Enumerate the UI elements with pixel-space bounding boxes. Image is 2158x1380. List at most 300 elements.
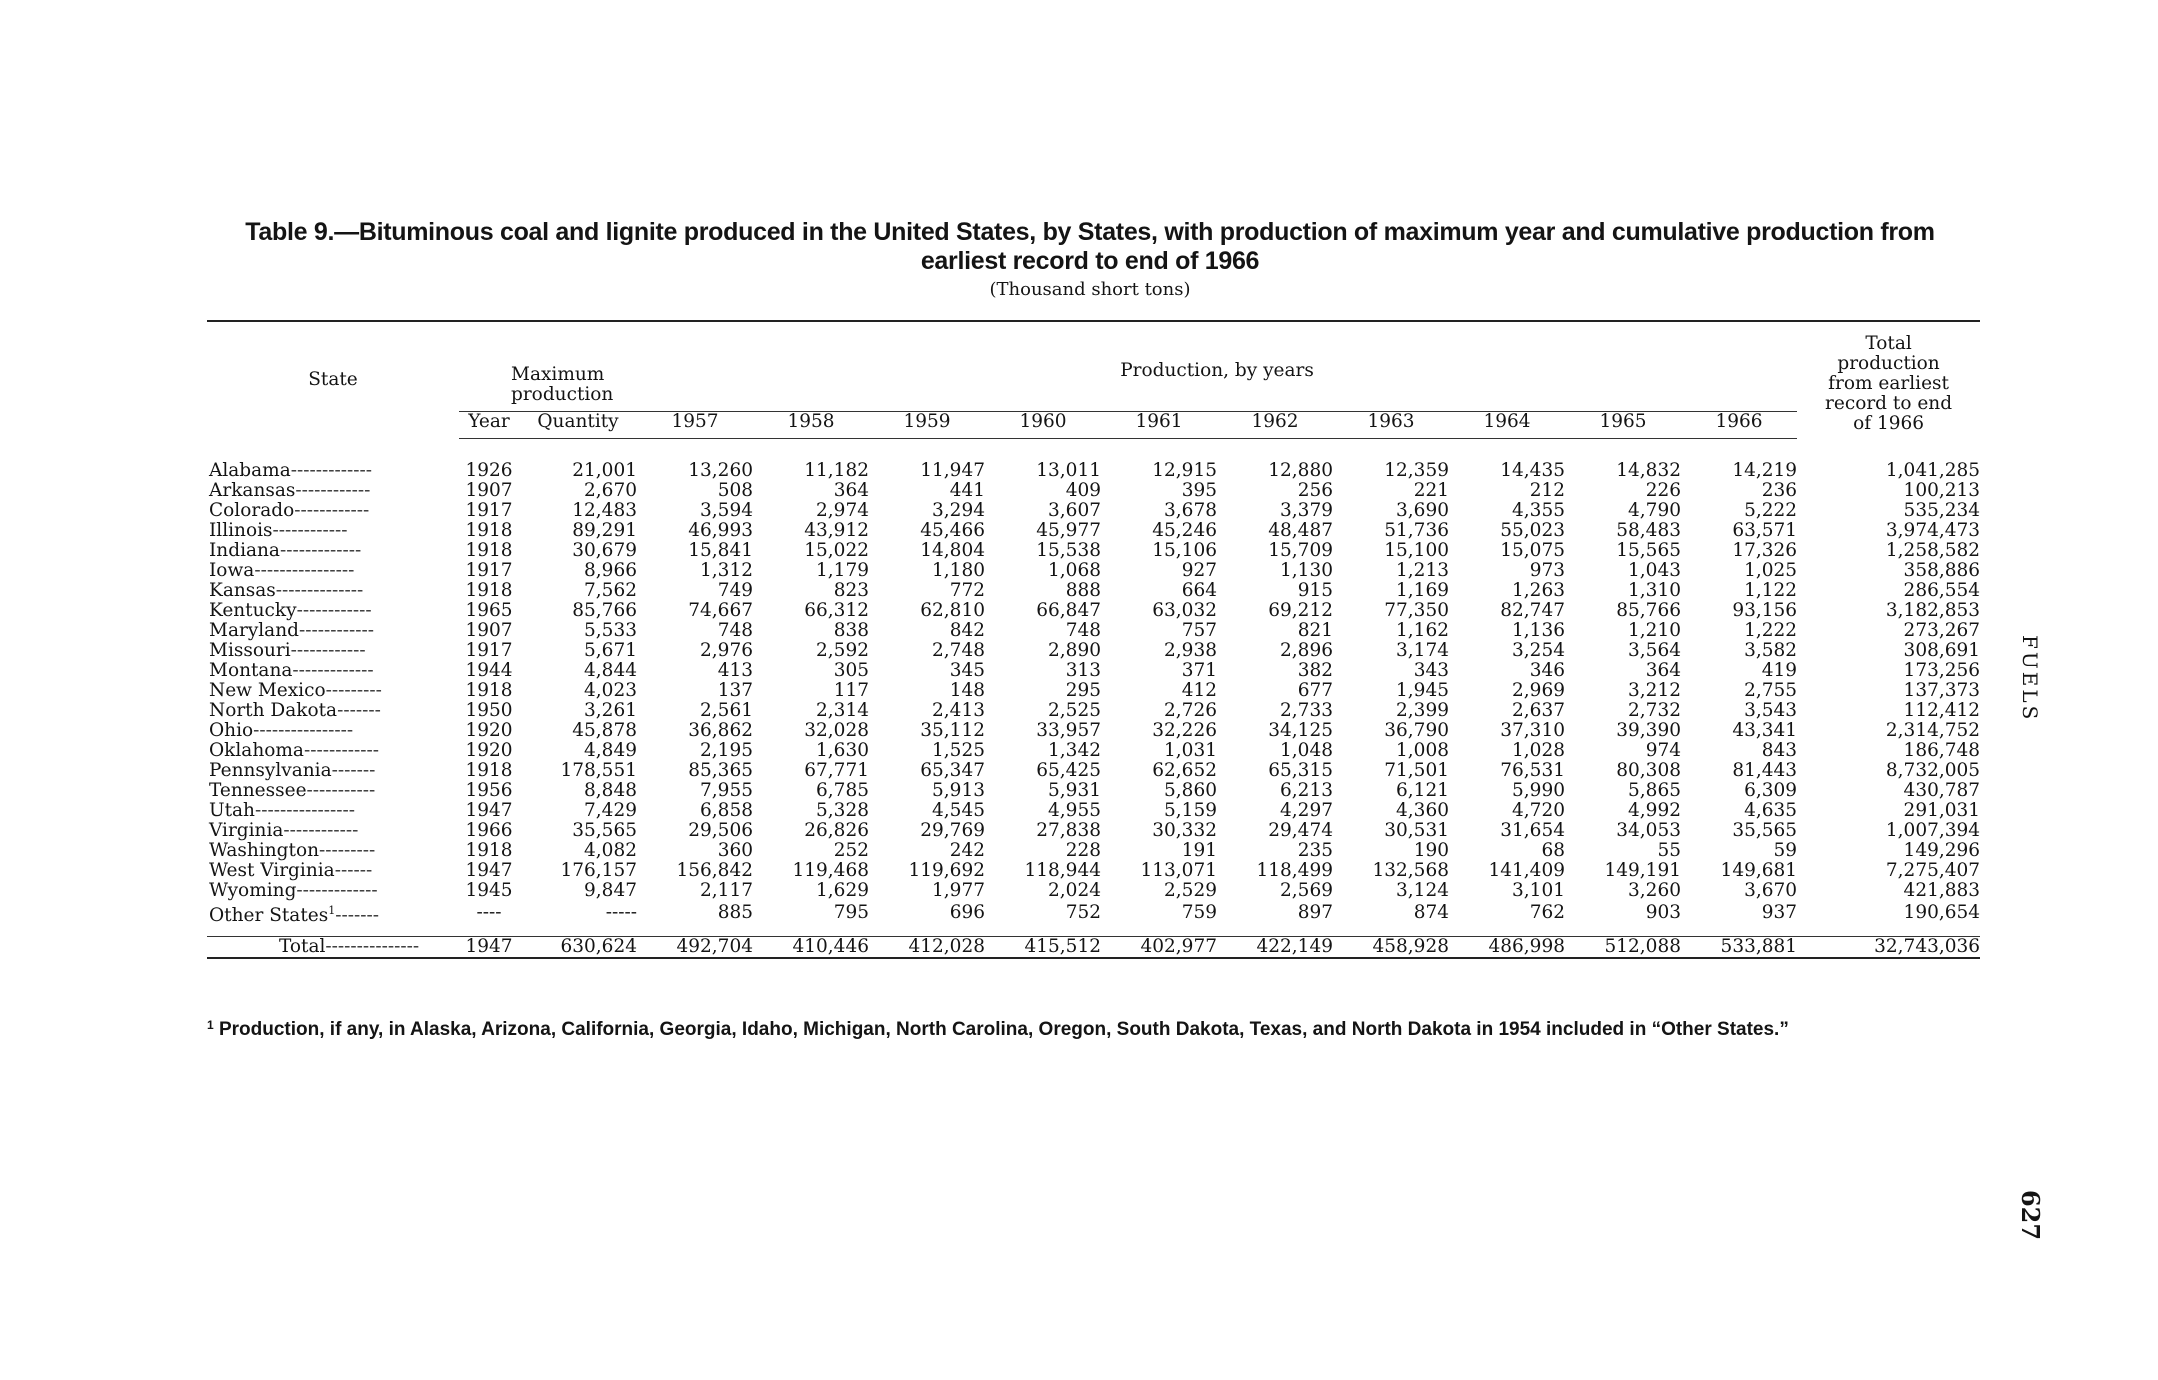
production-cell-1961: 62,652 [1152,759,1217,781]
production-cell-1963: 77,350 [1384,599,1449,621]
state-name: Wyoming [209,879,297,901]
max-quantity-cell: 35,565 [572,819,637,841]
page-number: 627 [2016,1189,2045,1241]
table-row [207,781,1980,801]
production-cell-1963: 3,174 [1396,639,1449,661]
production-cell-1961: 3,678 [1164,499,1217,521]
production-cell-1959: 242 [949,839,985,861]
cumulative-total-cell: 7,275,407 [1885,859,1981,881]
max-year-cell: 1947 [465,799,513,821]
production-cell-1964: 973 [1529,559,1565,581]
production-cell-1963: 343 [1413,659,1449,681]
production-cell-1966: 59 [1773,839,1798,861]
production-cell-1962: 34,125 [1268,719,1333,741]
production-cell-1960: 13,011 [1036,459,1101,481]
production-cell-1964: 212 [1529,479,1565,501]
production-cell-1958: 2,974 [816,499,869,521]
production-cell-1963: 458,928 [1333,936,1449,958]
cumulative-total-cell: 2,314,752 [1885,719,1981,741]
production-cell-1960: 65,425 [1036,759,1101,781]
cumulative-total-cell: 173,256 [1903,659,1981,681]
max-quantity-cell: 178,551 [560,759,637,781]
production-cell-1963: 132,568 [1372,859,1449,881]
production-cell-1964: 486,998 [1449,936,1565,958]
production-cell-1960: 45,977 [1036,519,1101,541]
production-cell-1958: 15,022 [804,539,869,561]
cumulative-total-cell: 1,258,582 [1885,539,1981,561]
production-cell-1958: 838 [833,619,869,641]
year-column-header: Year [459,411,519,438]
production-cell-1960: 2,525 [1048,699,1101,721]
max-year-cell: 1918 [465,839,513,861]
cumulative-total-cell: 100,213 [1903,479,1981,501]
production-cell-1963: 4,360 [1396,799,1449,821]
cumulative-total-cell: 430,787 [1903,779,1981,801]
state-name: North Dakota [209,699,338,721]
state-name: Missouri [209,639,291,661]
footnote [207,1014,1967,1041]
production-cell-1961: 5,860 [1164,779,1217,801]
production-cell-1961: 402,977 [1101,936,1217,958]
production-cell-1964: 5,990 [1512,779,1565,801]
state-name: Pennsylvania [209,759,332,781]
cumulative-total-cell: 112,412 [1903,699,1981,721]
table-row [207,581,1980,601]
max-year-cell: ---- [476,902,502,924]
leader-dots: ----------- [306,779,376,801]
production-cell-1962: 29,474 [1268,819,1333,841]
production-cell-1957: 2,195 [700,739,753,761]
state-cell [207,741,459,761]
production-cell-1966: 419 [1761,659,1798,681]
production-cell-1966: 149,681 [1720,859,1798,881]
production-cell-1966: 35,565 [1732,819,1798,841]
maximum-production-header: Maximum production [459,321,637,411]
production-cell-1966: 843 [1761,739,1798,761]
max-year-cell: 1907 [465,479,513,501]
max-year-cell: 1944 [465,659,513,681]
leader-dots: ------------ [294,499,370,521]
production-cell-1962: 12,880 [1268,459,1333,481]
state-cell [207,801,459,821]
year-header-1957: 1957 [637,411,753,438]
table-row [207,681,1980,701]
production-cell-1958: 2,592 [816,639,869,661]
max-quantity-cell: 8,848 [584,779,637,801]
table-row [207,861,1980,881]
max-year-cell: 1918 [465,539,513,561]
production-cell-1965: 80,308 [1616,759,1681,781]
max-year-cell: 1945 [465,879,513,901]
leader-dots: ------------- [279,539,362,561]
production-cell-1965: 58,483 [1616,519,1681,541]
production-cell-1962: 15,709 [1268,539,1333,561]
state-name: Colorado [209,499,295,521]
production-cell-1963: 15,100 [1384,539,1449,561]
cumulative-total-cell: 186,748 [1903,739,1981,761]
leader-dots: --------- [325,679,382,701]
max-quantity-cell: 12,483 [572,499,637,521]
state-name: Utah [209,799,255,821]
production-cell-1958: 67,771 [804,759,869,781]
production-cell-1965: 226 [1645,479,1681,501]
production-cell-1961: 63,032 [1152,599,1217,621]
production-cell-1957: 749 [717,579,753,601]
production-cell-1960: 2,024 [1048,879,1101,901]
max-quantity-cell: 7,562 [584,579,637,601]
production-cell-1965: 3,260 [1628,879,1681,901]
production-cell-1959: 2,748 [932,639,985,661]
production-cell-1964: 762 [1529,902,1565,924]
table-row [207,881,1980,901]
production-cell-1959: 1,525 [932,739,985,761]
production-cell-1957: 15,841 [688,539,753,561]
production-cell-1965: 14,832 [1616,459,1681,481]
production-cell-1964: 1,136 [1512,619,1565,641]
max-quantity-cell: 3,261 [584,699,637,721]
production-cell-1961: 113,071 [1140,859,1217,881]
production-cell-1966: 1,025 [1744,559,1798,581]
state-cell [207,901,459,926]
production-cell-1963: 3,690 [1396,499,1449,521]
table-row [207,661,1980,681]
production-cell-1961: 395 [1181,479,1217,501]
production-cell-1962: 4,297 [1280,799,1333,821]
production-cell-1962: 2,569 [1280,879,1333,901]
production-cell-1957: 6,858 [700,799,753,821]
table-row [207,761,1980,781]
state-name: Arkansas [209,479,296,501]
leader-dots: ------ [334,859,373,881]
leader-dots: ------- [337,699,381,721]
production-cell-1959: 412,028 [869,936,985,958]
production-cell-1965: 3,212 [1628,679,1681,701]
production-cell-1960: 2,890 [1048,639,1101,661]
state-cell [207,581,459,601]
production-cell-1957: 36,862 [688,719,753,741]
footnote-marker: 1 [207,1018,214,1032]
max-quantity-cell: 9,847 [584,879,637,901]
production-cell-1962: 235 [1297,839,1333,861]
max-year-cell: 1918 [465,679,513,701]
production-cell-1961: 12,915 [1152,459,1217,481]
production-cell-1963: 221 [1413,479,1449,501]
cumulative-total-cell: 190,654 [1903,902,1981,924]
production-cell-1966: 3,670 [1744,879,1798,901]
production-cell-1962: 2,896 [1280,639,1333,661]
leader-dots: ------------ [295,479,371,501]
production-cell-1965: 2,732 [1628,699,1681,721]
production-cell-1957: 492,704 [637,936,753,958]
production-cell-1965: 3,564 [1628,639,1681,661]
production-cell-1959: 148 [949,679,985,701]
cumulative-total-cell: 3,974,473 [1885,519,1981,541]
state-cell [207,481,459,501]
table-row [207,541,1980,561]
year-header-1962: 1962 [1217,411,1333,438]
production-cell-1965: 5,865 [1628,779,1681,801]
leader-dots: ---------------- [254,799,355,821]
production-cell-1958: 26,826 [804,819,869,841]
leader-dots: ------------ [298,619,374,641]
production-cell-1962: 6,213 [1280,779,1333,801]
cumulative-total-cell: 273,267 [1903,619,1981,641]
production-cell-1957: 74,667 [688,599,753,621]
production-cell-1960: 295 [1065,679,1101,701]
max-year-cell: 1947 [465,859,513,881]
table-row [207,801,1980,821]
production-cell-1964: 3,101 [1512,879,1565,901]
production-cell-1964: 2,637 [1512,699,1565,721]
max-quantity-cell: 8,966 [584,559,637,581]
production-cell-1966: 4,635 [1744,799,1798,821]
year-header-1965: 1965 [1565,411,1681,438]
production-cell-1957: 85,365 [688,759,753,781]
max-quantity-cell: 85,766 [572,599,637,621]
production-cell-1958: 1,630 [816,739,869,761]
production-cell-1957: 885 [717,902,753,924]
leader-dots: ------------ [303,739,379,761]
production-cell-1964: 1,263 [1512,579,1565,601]
max-year-cell: 1918 [465,579,513,601]
table-row [207,841,1980,861]
cumulative-total-cell: 149,296 [1903,839,1981,861]
production-cell-1965: 85,766 [1616,599,1681,621]
year-header-1958: 1958 [753,411,869,438]
cumulative-total-cell: 1,007,394 [1885,819,1981,841]
production-cell-1966: 1,222 [1744,619,1798,641]
table-row [207,501,1980,521]
production-cell-1959: 1,977 [932,879,985,901]
production-cell-1961: 664 [1181,579,1217,601]
leader-dots: ------- [331,759,376,781]
max-quantity-cell: 21,001 [572,459,637,481]
leader-dots: ------- [335,904,379,926]
table-row [207,901,1980,926]
leader-dots: ------------ [290,639,366,661]
max-quantity-cell: 4,849 [584,739,637,761]
table-body [207,438,1980,958]
production-cell-1960: 228 [1065,839,1101,861]
production-cell-1959: 4,545 [932,799,985,821]
production-cell-1964: 1,028 [1512,739,1565,761]
production-cell-1961: 759 [1181,902,1217,924]
table-subtitle: (Thousand short tons) [989,279,1191,300]
production-cell-1961: 5,159 [1164,799,1217,821]
max-year-cell: 1918 [465,759,513,781]
production-cell-1960: 748 [1065,619,1101,641]
production-cell-1963: 51,736 [1384,519,1449,541]
production-cell-1958: 2,314 [816,699,869,721]
production-cell-1958: 795 [833,902,869,924]
production-cell-1966: 2,755 [1744,679,1798,701]
production-cell-1963: 1,162 [1396,619,1449,641]
state-name: Kansas [209,579,276,601]
production-cell-1965: 149,191 [1604,859,1681,881]
production-cell-1963: 190 [1413,839,1449,861]
cumulative-total-cell: 286,554 [1903,579,1981,601]
section-label: FUELS [2018,635,2042,723]
production-cell-1959: 119,692 [908,859,985,881]
production-cell-1958: 66,312 [804,599,869,621]
production-cell-1959: 65,347 [920,759,985,781]
production-cell-1965: 1,043 [1628,559,1681,581]
production-cell-1957: 360 [717,839,753,861]
production-cell-1960: 415,512 [985,936,1101,958]
production-cell-1963: 874 [1413,902,1449,924]
production-cell-1963: 3,124 [1396,879,1449,901]
year-header-1961: 1961 [1101,411,1217,438]
production-cell-1958: 32,028 [804,719,869,741]
production-cell-1959: 5,913 [932,779,985,801]
leader-dots: ---------------- [254,559,355,581]
cumulative-total-cell: 291,031 [1903,799,1981,821]
max-quantity-cell: 89,291 [572,519,637,541]
production-cell-1964: 37,310 [1500,719,1565,741]
cumulative-total-cell: 32,743,036 [1797,936,1980,958]
state-name: Ohio [209,719,254,741]
max-quantity-cell: 176,157 [560,859,637,881]
year-header-1966: 1966 [1681,411,1797,438]
state-name: West Virginia [209,859,335,881]
production-cell-1958: 43,912 [804,519,869,541]
production-cell-1957: 748 [717,619,753,641]
state-name: Illinois [209,519,273,541]
state-cell [207,501,459,521]
year-header-1963: 1963 [1333,411,1449,438]
production-cell-1964: 346 [1529,659,1565,681]
state-name: Montana [209,659,293,681]
production-cell-1965: 1,210 [1628,619,1681,641]
max-year-cell: 1966 [465,819,513,841]
production-cell-1957: 46,993 [688,519,753,541]
coal-production-table [207,320,1980,959]
state-cell [207,701,459,721]
production-cell-1957: 1,312 [700,559,753,581]
production-cell-1966: 3,582 [1744,639,1798,661]
production-cell-1961: 1,031 [1164,739,1217,761]
production-cell-1965: 34,053 [1616,819,1681,841]
production-cell-1962: 677 [1297,679,1333,701]
production-cell-1962: 1,048 [1280,739,1333,761]
production-cell-1961: 191 [1181,839,1217,861]
production-cell-1961: 927 [1181,559,1217,581]
production-cell-1962: 897 [1297,902,1333,924]
state-name: Oklahoma [209,739,304,761]
leader-dots: ------------ [272,519,348,541]
table-row [207,821,1980,841]
state-name: Iowa [209,559,255,581]
production-cell-1964: 141,409 [1488,859,1565,881]
production-cell-1958: 364 [833,479,869,501]
cumulative-total-cell: 137,373 [1903,679,1981,701]
max-quantity-cell: ----- [605,902,637,924]
production-cell-1960: 4,955 [1048,799,1101,821]
production-cell-1962: 2,733 [1280,699,1333,721]
production-cell-1963: 36,790 [1384,719,1449,741]
production-cell-1962: 3,379 [1280,499,1333,521]
production-cell-1966: 81,443 [1732,759,1798,781]
production-cell-1959: 11,947 [920,459,985,481]
production-cell-1958: 5,328 [816,799,869,821]
production-cell-1965: 1,310 [1628,579,1681,601]
production-cell-1961: 757 [1181,619,1217,641]
production-cell-1963: 12,359 [1384,459,1449,481]
production-cell-1964: 15,075 [1500,539,1565,561]
state-column-header: State [207,321,459,438]
table-title: Table 9.—Bituminous coal and lignite produced in the United States, by States, with production of maximum year and cumulative production from earliest record to end of 1966 [245,218,1935,275]
production-cell-1966: 533,881 [1681,936,1797,958]
production-cell-1962: 821 [1297,619,1333,641]
production-cell-1957: 2,976 [700,639,753,661]
max-quantity-cell: 7,429 [584,799,637,821]
production-cell-1965: 15,565 [1616,539,1681,561]
leader-dots: --------------- [325,935,420,957]
production-cell-1960: 3,607 [1048,499,1101,521]
production-cell-1961: 371 [1181,659,1217,681]
production-cell-1964: 76,531 [1500,759,1565,781]
max-year-cell: 1920 [465,739,513,761]
production-cell-1966: 5,222 [1744,499,1798,521]
state-cell [207,721,459,741]
state-cell [207,621,459,641]
production-cell-1964: 4,355 [1512,499,1565,521]
table-row [207,721,1980,741]
max-year-cell: 1947 [459,936,519,958]
year-header-1959: 1959 [869,411,985,438]
production-cell-1959: 441 [949,479,985,501]
state-cell [207,861,459,881]
production-cell-1966: 6,309 [1744,779,1798,801]
production-cell-1962: 1,130 [1280,559,1333,581]
table-row [207,561,1980,581]
table-row [207,741,1980,761]
max-year-cell: 1918 [465,519,513,541]
production-cell-1965: 903 [1645,902,1681,924]
production-cell-1964: 82,747 [1500,599,1565,621]
production-cell-1963: 6,121 [1396,779,1449,801]
production-cell-1960: 118,944 [1024,859,1101,881]
production-cell-1958: 410,446 [753,936,869,958]
production-cell-1964: 31,654 [1500,819,1565,841]
state-name: Washington [209,839,320,861]
production-cell-1960: 409 [1065,479,1101,501]
production-cell-1959: 842 [949,619,985,641]
max-quantity-cell: 2,670 [584,479,637,501]
cumulative-total-cell: 3,182,853 [1885,599,1981,621]
cumulative-total-cell: 308,691 [1903,639,1981,661]
production-cell-1965: 974 [1645,739,1681,761]
production-cell-1961: 2,529 [1164,879,1217,901]
max-year-cell: 1926 [465,459,513,481]
state-cell [207,761,459,781]
table-row [207,641,1980,661]
max-quantity-cell: 30,679 [572,539,637,561]
production-cell-1957: 3,594 [700,499,753,521]
state-cell [207,841,459,861]
production-cell-1961: 2,938 [1164,639,1217,661]
production-cell-1957: 13,260 [688,459,753,481]
production-cell-1962: 382 [1297,659,1333,681]
max-year-cell: 1917 [465,559,513,581]
production-cell-1957: 137 [717,679,753,701]
state-name: Total [279,935,326,957]
leader-dots: --------- [319,839,376,861]
production-cell-1964: 2,969 [1512,679,1565,701]
production-cell-1960: 66,847 [1036,599,1101,621]
state-cell [207,601,459,621]
production-cell-1963: 1,945 [1396,679,1449,701]
